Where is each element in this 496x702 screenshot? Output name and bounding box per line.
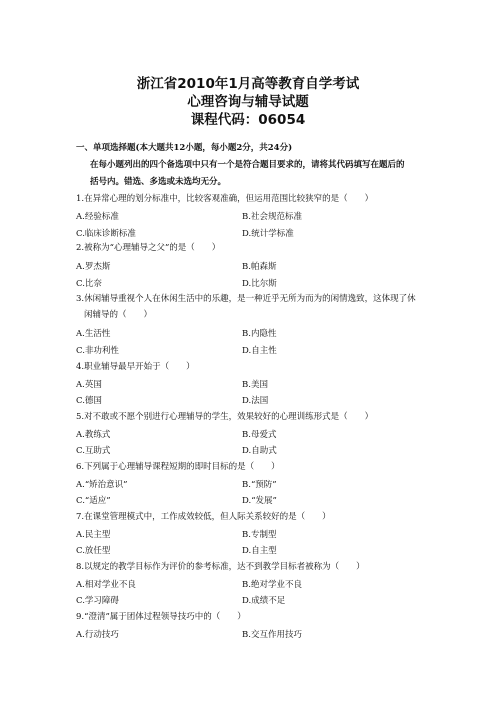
option-c: C.临床诊断标准: [76, 229, 136, 239]
question-stem: [76, 293, 426, 322]
option-a: A.行动技巧: [76, 630, 119, 640]
section-heading: 一、单项选择题(本大题共12小题，每小题2分，共24分): [76, 143, 293, 153]
question-stem: 2.被称为“心理辅导之父”的是（ ）: [76, 243, 221, 253]
option-a: A.相对学业不良: [76, 580, 136, 590]
option-a: A.罗杰斯: [76, 262, 111, 272]
question-text: 3.休闲辅导重视个人在休闲生活中的乐趣，是一种近乎无所为而为的闲情逸致，这体现了休: [76, 294, 416, 304]
option-d: D.法国: [242, 396, 269, 406]
option-b: B.交互作用技巧: [242, 630, 302, 640]
option-b: B.母爱式: [242, 430, 277, 440]
question-stem: 6.下列属于心理辅导课程短期的即时目标的是（ ）: [76, 462, 280, 472]
option-c: C.比奈: [76, 279, 102, 289]
option-b: B.专制型: [242, 530, 277, 540]
question-stem: 9.“澄清”属于团体过程领导技巧中的（ ）: [76, 612, 246, 622]
option-b: B.“预防”: [242, 480, 277, 490]
option-c: C.“适应”: [76, 496, 111, 506]
option-a: A.“矫治意识”: [76, 480, 128, 490]
option-c: C.放任型: [76, 546, 111, 556]
question-stem: 1.在异常心理的划分标准中，比较客观准确，但运用范围比较狭窄的是（ ）: [76, 194, 374, 204]
option-c: C.学习障碍: [76, 596, 119, 606]
question-stem: 7.在课堂管理模式中，工作成效较低，但人际关系较好的是（ ）: [76, 512, 331, 522]
option-d: D.自助式: [242, 446, 277, 456]
option-a: A.民主型: [76, 530, 111, 540]
option-c: C.德国: [76, 396, 102, 406]
option-b: B.绝对学业不良: [242, 580, 302, 590]
instruction-line: 在每小题列出的四个备选项中只有一个是符合题目要求的，请将其代码填写在题后的: [90, 160, 405, 170]
question-stem: 5.对不敢或不愿个别进行心理辅导的学生，效果较好的心理训练形式是（ ）: [76, 412, 374, 422]
instruction-line: 括号内。错选、多选或未选均无分。: [90, 177, 227, 187]
option-c: C.非功利性: [76, 346, 119, 356]
option-b: B.美国: [242, 380, 268, 390]
exam-title: 浙江省2010年1月高等教育自学考试: [136, 76, 360, 92]
option-c: C.互助式: [76, 446, 111, 456]
option-d: D.“发展”: [242, 496, 277, 506]
option-a: A.教练式: [76, 430, 111, 440]
option-b: B.帕森斯: [242, 262, 277, 272]
question-text-cont: 闲辅导的（ ）: [84, 310, 153, 320]
option-b: B.社会规范标准: [242, 212, 302, 222]
option-a: A.生活性: [76, 329, 111, 339]
option-d: D.统计学标准: [242, 229, 294, 239]
subject-title: 心理咨询与辅导试题: [187, 94, 309, 110]
option-d: D.自主性: [242, 346, 277, 356]
option-a: A.经验标准: [76, 212, 119, 222]
option-b: B.内隐性: [242, 329, 277, 339]
question-stem: 8.以规定的教学目标作为评价的参考标准，达不到教学目标者被称为（ ）: [76, 562, 365, 572]
course-code: 课程代码：06054: [190, 112, 306, 128]
option-d: D.成绩不足: [242, 596, 286, 606]
option-d: D.自主型: [242, 546, 277, 556]
option-a: A.英国: [76, 380, 102, 390]
option-d: D.比尔斯: [242, 279, 277, 289]
question-stem: 4.职业辅导最早开始于（ ）: [76, 362, 195, 372]
